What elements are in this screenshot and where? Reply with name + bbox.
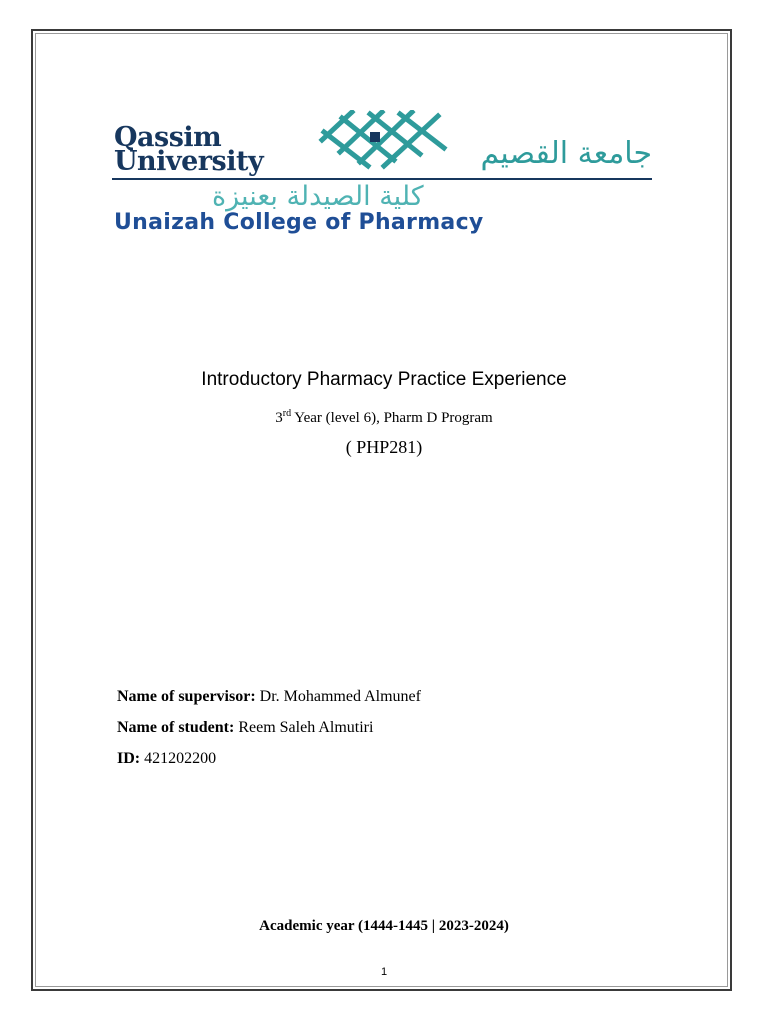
- student-line: [117, 718, 373, 738]
- course-code: ( PHP281): [345, 437, 423, 457]
- supervisor-line: [117, 687, 421, 707]
- student-value: Reem Saleh Almutiri: [234, 719, 374, 736]
- university-logo: [112, 110, 652, 240]
- id-label: ID:: [117, 750, 141, 767]
- student-label: Name of student:: [117, 719, 235, 736]
- id-line: [117, 749, 216, 769]
- program-subtitle: [0, 404, 768, 428]
- logo-arabic-college: كلية الصيدلة بعنيزة: [212, 181, 424, 212]
- supervisor-value: Dr. Mohammed Almunef: [255, 688, 421, 705]
- logo-qassim-wordmark: [114, 122, 264, 177]
- document-title: Introductory Pharmacy Practice Experience: [201, 369, 567, 390]
- logo-arabic-university: جامعة القصيم: [480, 136, 652, 171]
- logo-qassim-line1: Qassim: [114, 122, 222, 153]
- logo-college-name: Unaizah College of Pharmacy: [114, 210, 484, 235]
- logo-lattice-icon: [308, 110, 448, 170]
- year-rest: Year (level 6), Pharm D Program: [291, 410, 493, 426]
- academic-year: Academic year (1444-1445 | 2023-2024): [259, 918, 509, 934]
- year-number: 3: [275, 410, 283, 426]
- page-number: 1: [380, 966, 388, 978]
- logo-qassim-line2: University: [114, 146, 264, 177]
- id-value: 421202200: [140, 750, 217, 767]
- supervisor-label: Name of supervisor:: [117, 688, 256, 705]
- year-suffix: rd: [282, 408, 292, 419]
